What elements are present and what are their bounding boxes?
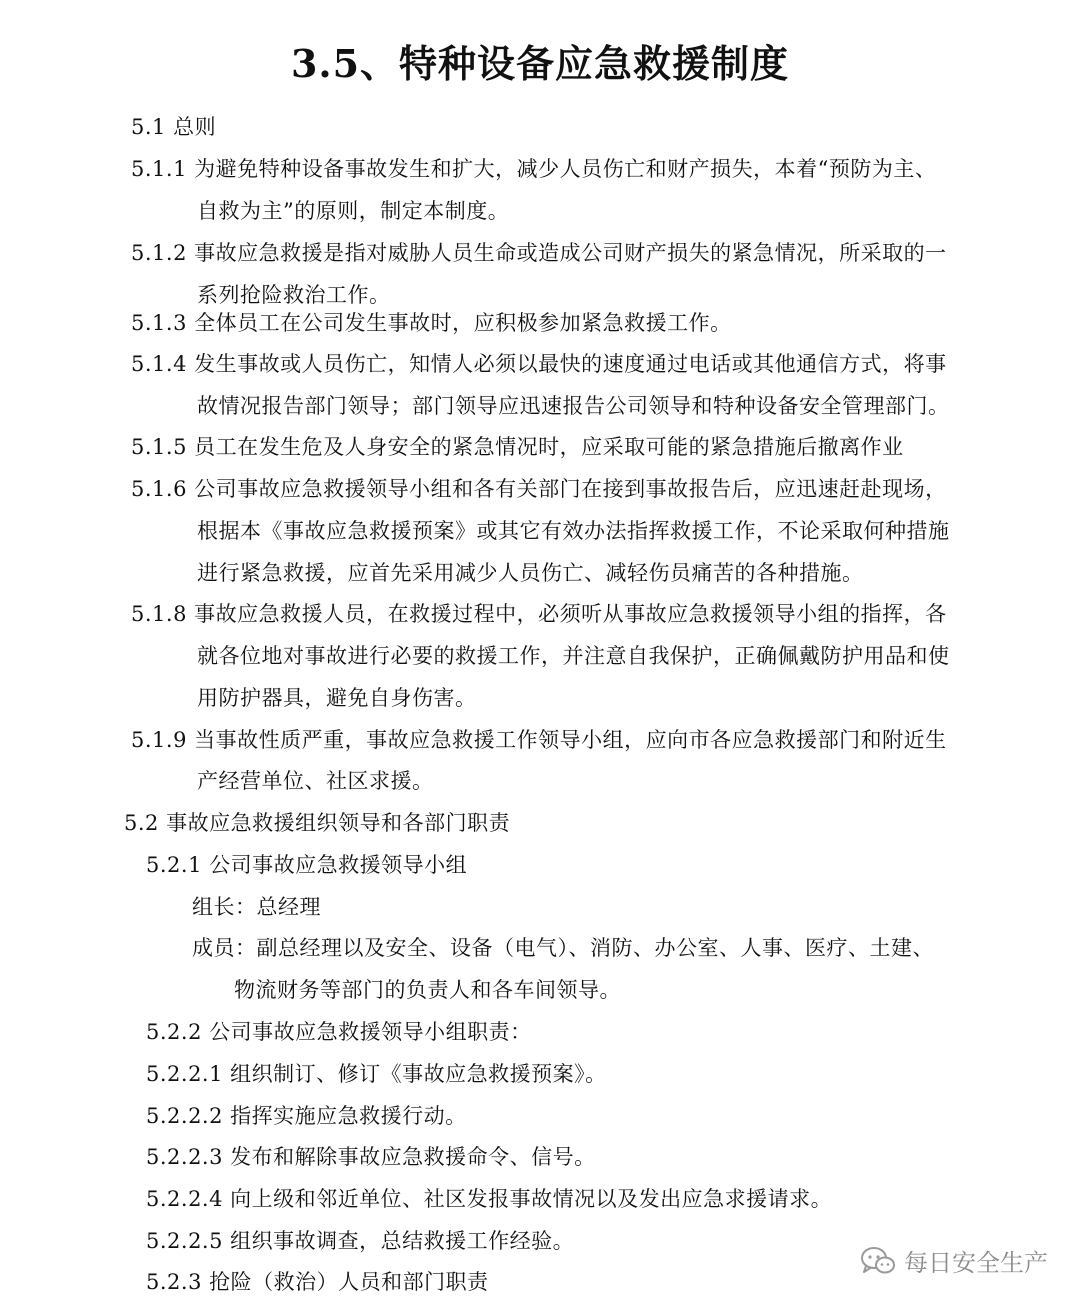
subsection-heading: 5.2.1 公司事故应急救援领导小组 [146, 853, 468, 877]
subsection-heading: 5.2.2 公司事故应急救援领导小组职责： [146, 1020, 532, 1044]
paragraph-line: 5.1.5 员工在发生危及人身安全的紧急情况时，应采取可能的紧急措施后撤离作业 [131, 435, 904, 459]
paragraph-line: 5.1.9 当事故性质严重，事故应急救援工作领导小组，应向市各应急救援部门和附近生 [131, 728, 947, 752]
paragraph-line: 自救为主”的原则，制定本制度。 [197, 199, 510, 223]
paragraph-line: 5.2.2.5 组织事故调查，总结救援工作经验。 [146, 1229, 575, 1253]
paragraph-line: 产经营单位、社区求援。 [197, 769, 434, 793]
paragraph-line: 用防护器具，避免自身伤害。 [197, 686, 477, 710]
paragraph-line: 5.2.2.3 发布和解除事故应急救援命令、信号。 [146, 1145, 596, 1169]
paragraph-line: 进行紧急救援，应首先采用减少人员伤亡、减轻伤员痛苦的各种措施。 [197, 561, 864, 585]
paragraph-line: 5.2.2.2 指挥实施应急救援行动。 [146, 1104, 467, 1128]
paragraph-line: 物流财务等部门的负责人和各车间领导。 [234, 978, 621, 1002]
section-heading: 5.1 总则 [131, 115, 217, 139]
paragraph-line: 故情况报告部门领导；部门领导应迅速报告公司领导和特种设备安全管理部门。 [197, 394, 950, 418]
paragraph-line: 5.1.6 公司事故应急救援领导小组和各有关部门在接到事故报告后，应迅速赶赴现场， [131, 477, 947, 501]
watermark-text: 每日安全生产 [904, 1249, 1048, 1277]
wechat-icon [860, 1246, 896, 1276]
watermark [860, 1243, 1048, 1278]
paragraph-line: 5.1.2 事故应急救援是指对威胁人员生命或造成公司财产损失的紧急情况，所采取的一 [131, 241, 947, 265]
subsection-heading: 5.2.3 抢险（救治）人员和部门职责 [146, 1270, 489, 1294]
paragraph-line: 系列抢险救治工作。 [197, 283, 391, 307]
paragraph-line: 组长：总经理 [192, 895, 321, 919]
page-title: 3.5、特种设备应急救援制度 [290, 41, 790, 86]
paragraph-line: 5.1.4 发生事故或人员伤亡，知情人必须以最快的速度通过电话或其他通信方式，将事 [131, 352, 947, 376]
paragraph-line: 5.1.1 为避免特种设备事故发生和扩大，减少人员伤亡和财产损失，本着“预防为主、 [131, 157, 937, 181]
section-heading: 5.2 事故应急救援组织领导和各部门职责 [124, 811, 511, 835]
paragraph-line: 就各位地对事故进行必要的救援工作，并注意自我保护，正确佩戴防护用品和使 [197, 644, 950, 668]
paragraph-line: 5.2.2.1 组织制订、修订《事故应急救援预案》。 [146, 1062, 607, 1086]
paragraph-line: 成员：副总经理以及安全、设备（电气）、消防、办公室、人事、医疗、土建、 [192, 936, 934, 960]
paragraph-line: 根据本《事故应急救援预案》或其它有效办法指挥救援工作，不论采取何种措施 [197, 519, 950, 543]
paragraph-line: 5.2.2.4 向上级和邻近单位、社区发报事故情况以及发出应急求援请求。 [146, 1187, 833, 1211]
paragraph-line: 5.1.3 全体员工在公司发生事故时，应积极参加紧急救援工作。 [131, 311, 732, 335]
paragraph-line: 5.1.8 事故应急救援人员，在救援过程中，必须听从事故应急救援领导小组的指挥，各 [131, 602, 947, 626]
